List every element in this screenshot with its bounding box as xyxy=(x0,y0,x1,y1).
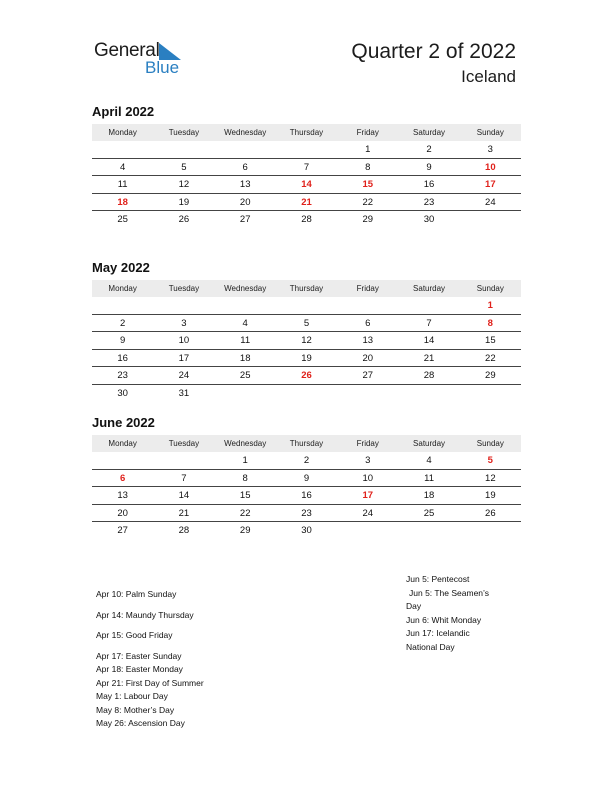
day-cell xyxy=(215,297,276,314)
week-row xyxy=(92,522,521,539)
weekday-label: Tuesday xyxy=(168,439,200,448)
holiday-note: Apr 17: Easter Sunday xyxy=(96,650,182,661)
day-cell: 9 xyxy=(119,335,126,346)
day-cell: 28 xyxy=(423,370,435,381)
day-cell: 17 xyxy=(178,352,190,364)
day-cell: 20 xyxy=(239,196,251,208)
day-cell: 27 xyxy=(362,370,374,381)
day-cell xyxy=(460,522,521,539)
weekday-label: Thursday xyxy=(289,128,324,137)
day-cell: 18 xyxy=(239,352,251,364)
day-cell: 6 xyxy=(119,472,126,484)
weekday-label: Sunday xyxy=(476,128,504,137)
day-cell xyxy=(337,385,398,402)
weekday-label: Tuesday xyxy=(168,284,200,293)
month-grid xyxy=(92,141,521,228)
week-row xyxy=(92,505,521,523)
day-cell: 6 xyxy=(242,161,248,173)
day-cell xyxy=(337,297,398,314)
holiday-note: Apr 14: Maundy Thursday xyxy=(96,609,194,620)
weekday-header xyxy=(92,124,521,141)
week-row xyxy=(92,141,521,159)
day-cell: 26 xyxy=(485,507,496,519)
week-row xyxy=(92,350,521,368)
day-cell: 14 xyxy=(301,179,312,190)
day-cell xyxy=(215,385,276,402)
day-cell: 16 xyxy=(423,179,435,190)
day-cell: 11 xyxy=(240,335,251,346)
week-row xyxy=(92,176,521,194)
month-title: June 2022 xyxy=(92,415,155,430)
day-cell xyxy=(153,452,214,469)
day-cell: 30 xyxy=(117,387,128,399)
weekday-label: Wednesday xyxy=(224,128,267,137)
week-row xyxy=(92,487,521,505)
holiday-note: Jun 17: Icelandic xyxy=(406,628,470,638)
day-cell: 15 xyxy=(239,490,251,501)
day-cell: 19 xyxy=(178,196,190,208)
day-cell: 20 xyxy=(362,352,374,364)
day-cell: 27 xyxy=(239,214,251,225)
day-cell: 25 xyxy=(423,507,435,519)
day-cell: 18 xyxy=(117,196,128,208)
weekday-label: Saturday xyxy=(413,128,446,137)
day-cell: 23 xyxy=(301,507,312,519)
day-cell: 26 xyxy=(301,370,312,381)
day-cell: 11 xyxy=(117,179,128,190)
weekday-label: Thursday xyxy=(289,439,324,448)
logo xyxy=(94,40,194,80)
week-row xyxy=(92,367,521,385)
weekday-label: Monday xyxy=(108,439,137,448)
day-cell: 29 xyxy=(485,370,496,381)
day-cell: 24 xyxy=(485,196,496,208)
day-cell xyxy=(337,522,398,539)
day-cell: 22 xyxy=(485,352,496,364)
day-cell: 14 xyxy=(423,335,435,346)
day-cell: 23 xyxy=(117,370,128,381)
day-cell: 12 xyxy=(301,335,312,346)
weekday-label: Sunday xyxy=(476,284,504,293)
week-row xyxy=(92,315,521,333)
weekday-label: Wednesday xyxy=(224,284,267,293)
week-row xyxy=(92,470,521,488)
weekday-label: Wednesday xyxy=(224,439,267,448)
day-cell: 18 xyxy=(423,490,435,501)
day-cell: 8 xyxy=(365,161,371,173)
weekday-label: Saturday xyxy=(413,439,446,448)
day-cell: 13 xyxy=(239,179,251,190)
holiday-note: National Day xyxy=(406,641,455,652)
day-cell: 7 xyxy=(303,161,310,173)
day-cell: 1 xyxy=(242,455,248,466)
day-cell: 28 xyxy=(301,214,312,225)
day-cell: 2 xyxy=(119,317,126,329)
day-cell: 9 xyxy=(303,472,310,484)
holiday-note: Apr 21: First Day of Summer xyxy=(96,677,204,688)
holiday-note: Apr 18: Easter Monday xyxy=(96,664,183,674)
day-cell xyxy=(276,297,337,314)
day-cell: 26 xyxy=(178,214,190,225)
holiday-note: Apr 10: Palm Sunday xyxy=(96,589,177,599)
day-cell xyxy=(92,297,153,314)
day-cell xyxy=(276,385,337,402)
day-cell: 6 xyxy=(365,317,371,329)
day-cell: 3 xyxy=(365,455,371,466)
holiday-note: May 1: Labour Day xyxy=(96,691,168,701)
day-cell xyxy=(92,452,153,469)
page-subtitle: Iceland xyxy=(461,67,516,86)
day-cell: 20 xyxy=(117,507,128,519)
weekday-label: Monday xyxy=(108,128,137,137)
day-cell: 8 xyxy=(487,317,493,329)
day-cell: 30 xyxy=(301,525,312,536)
holiday-note: Apr 15: Good Friday xyxy=(96,630,173,640)
weekday-label: Thursday xyxy=(289,284,324,293)
day-cell: 16 xyxy=(301,490,312,501)
day-cell: 25 xyxy=(117,214,128,225)
page-title: Quarter 2 of 2022 xyxy=(351,40,516,63)
day-cell: 7 xyxy=(426,317,432,329)
day-cell: 12 xyxy=(178,179,190,190)
weekday-label: Friday xyxy=(356,284,379,293)
day-cell: 4 xyxy=(426,455,432,466)
day-cell: 24 xyxy=(362,507,374,519)
weekday-header xyxy=(92,280,521,297)
day-cell: 2 xyxy=(426,144,432,155)
day-cell: 29 xyxy=(239,525,251,536)
day-cell: 21 xyxy=(423,352,435,364)
holiday-note: Jun 6: Whit Monday xyxy=(406,614,482,625)
holiday-note: May 8: Mother’s Day xyxy=(96,704,175,715)
week-row xyxy=(92,159,521,177)
month-may xyxy=(92,259,521,401)
weekday-label: Monday xyxy=(108,284,137,293)
day-cell: 1 xyxy=(487,300,493,311)
day-cell: 4 xyxy=(242,317,248,329)
day-cell xyxy=(460,211,521,228)
day-cell: 25 xyxy=(239,370,251,381)
logo-text-blue: Blue xyxy=(145,58,180,77)
day-cell: 8 xyxy=(242,472,248,484)
day-cell xyxy=(153,141,214,158)
day-cell xyxy=(398,385,459,402)
holiday-list-left xyxy=(96,588,204,731)
holiday-note: May 26: Ascension Day xyxy=(96,718,185,728)
month-april xyxy=(92,103,521,228)
day-cell: 4 xyxy=(119,161,126,173)
day-cell: 1 xyxy=(365,144,371,155)
day-cell: 16 xyxy=(117,352,128,364)
month-grid xyxy=(92,297,521,401)
day-cell: 5 xyxy=(181,161,187,173)
holiday-note: Day xyxy=(406,601,422,611)
day-cell: 28 xyxy=(178,525,190,536)
weekday-label: Saturday xyxy=(413,284,446,293)
day-cell: 10 xyxy=(485,161,496,173)
day-cell: 9 xyxy=(426,161,432,173)
day-cell xyxy=(276,141,337,158)
holiday-note: Jun 5: Pentecost xyxy=(406,574,470,584)
day-cell: 30 xyxy=(423,214,435,225)
day-cell: 29 xyxy=(362,214,374,225)
day-cell: 15 xyxy=(362,179,374,190)
day-cell xyxy=(398,522,459,539)
day-cell: 27 xyxy=(117,525,128,536)
day-cell: 7 xyxy=(181,472,187,484)
logo-text-general: General xyxy=(94,40,160,61)
week-row xyxy=(92,385,521,402)
week-row xyxy=(92,211,521,228)
weekday-label: Friday xyxy=(356,128,379,137)
day-cell: 17 xyxy=(485,179,496,190)
day-cell: 21 xyxy=(301,196,312,208)
day-cell: 19 xyxy=(485,490,496,501)
day-cell: 11 xyxy=(424,472,434,484)
weekday-label: Friday xyxy=(356,439,379,448)
month-grid xyxy=(92,452,521,539)
day-cell: 3 xyxy=(181,317,187,329)
week-row xyxy=(92,332,521,350)
day-cell xyxy=(398,297,459,314)
day-cell: 19 xyxy=(301,352,312,364)
day-cell: 12 xyxy=(485,472,496,484)
day-cell: 3 xyxy=(487,144,493,155)
day-cell: 5 xyxy=(487,455,493,466)
day-cell: 13 xyxy=(117,490,128,501)
day-cell: 10 xyxy=(362,472,374,484)
holiday-list-right xyxy=(406,573,489,654)
month-june xyxy=(92,414,521,539)
day-cell: 14 xyxy=(178,490,190,501)
day-cell xyxy=(153,297,214,314)
day-cell: 22 xyxy=(239,507,251,519)
week-row xyxy=(92,297,521,315)
day-cell: 31 xyxy=(178,387,190,399)
day-cell xyxy=(215,141,276,158)
week-row xyxy=(92,452,521,470)
week-row xyxy=(92,194,521,212)
month-title: May 2022 xyxy=(92,260,150,275)
day-cell: 10 xyxy=(178,335,190,346)
day-cell: 21 xyxy=(178,507,190,519)
day-cell: 23 xyxy=(423,196,435,208)
month-title: April 2022 xyxy=(92,104,155,119)
day-cell: 5 xyxy=(303,317,310,329)
weekday-label: Sunday xyxy=(476,439,504,448)
weekday-label: Tuesday xyxy=(168,128,200,137)
day-cell: 15 xyxy=(485,335,496,346)
day-cell: 17 xyxy=(362,490,374,501)
day-cell xyxy=(460,385,521,402)
day-cell: 24 xyxy=(178,370,190,381)
day-cell: 22 xyxy=(362,196,374,208)
holiday-note: Jun 5: The Seamen’s xyxy=(409,587,490,598)
weekday-header xyxy=(92,435,521,452)
day-cell: 13 xyxy=(362,335,374,346)
day-cell xyxy=(92,141,153,158)
day-cell: 2 xyxy=(303,455,310,466)
